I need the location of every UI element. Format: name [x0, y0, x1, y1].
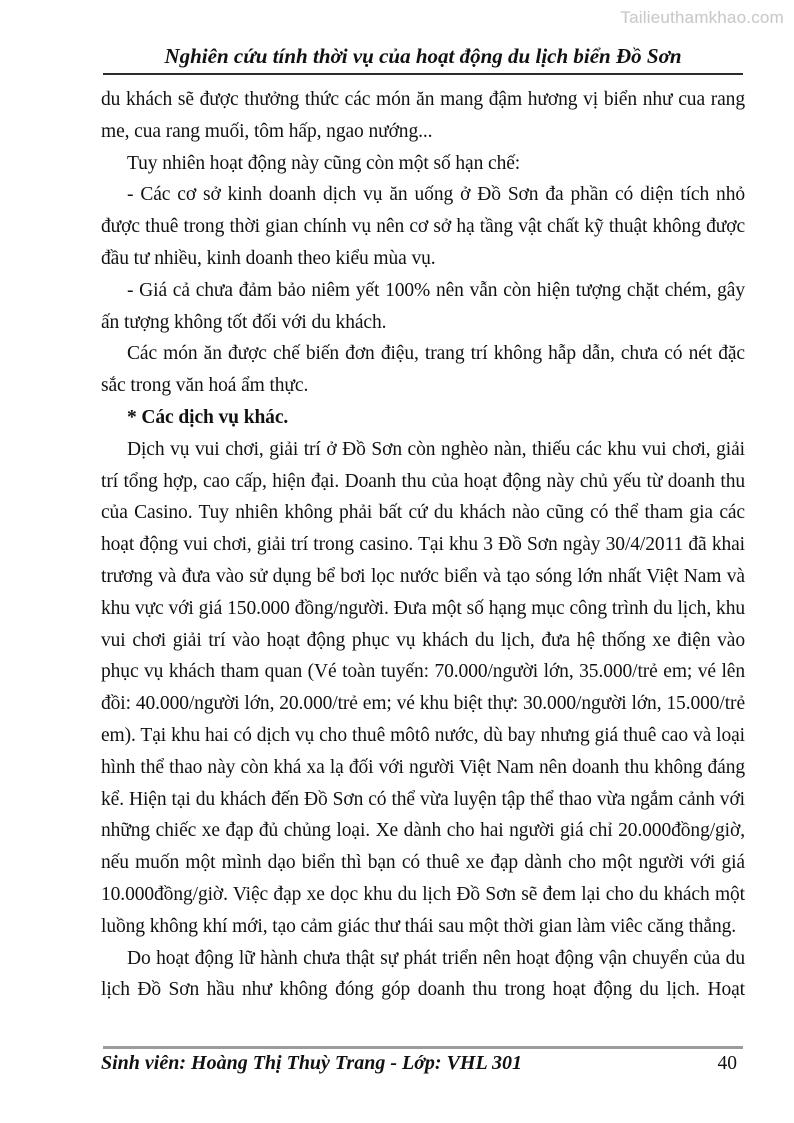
text-line: của Casino. Tuy nhiên không phải bất cứ du khách nào cũng có thể tham gia các	[101, 502, 745, 524]
text-line: luồng không khí mới, tạo cảm giác thư thái sau một thời gian làm viêc căng thẳng.	[101, 915, 737, 937]
page-footer	[101, 1052, 745, 1075]
text-line: ấn tượng không tốt đối với du khách.	[101, 311, 387, 333]
footer-author: Sinh viên: Hoàng Thị Thuỳ Trang - Lớp: VHL 301	[101, 1052, 522, 1074]
text-line: - Các cơ sở kinh doanh dịch vụ ăn uống ở Đồ Sơn đa phần có diện tích nhỏ	[127, 184, 745, 206]
text-line: hoạt động vui chơi, giải trí trong casino. Tại khu 3 Đồ Sơn ngày 30/4/2011 đã khai	[101, 534, 745, 556]
text-line: nếu muốn một mình dạo biển thì bạn có thuê xe đạp dành cho một người với giá	[101, 852, 745, 874]
text-line: kể. Hiện tại du khách đến Đồ Sơn có thể vừa luyện tập thể thao vừa ngắm cảnh với	[101, 788, 745, 810]
text-line: Các món ăn được chế biến đơn điệu, trang trí không hẫp dẫn, chưa có nét đặc	[127, 343, 745, 365]
text-line: 10.000đồng/giờ. Việc đạp xe dọc khu du lịch Đồ Sơn sẽ đem lại cho du khách một	[101, 883, 745, 905]
text-line: trí tổng hợp, cao cấp, hiện đại. Doanh thu của hoạt động này chủ yếu từ doanh thu	[101, 470, 745, 492]
page-header-title: Nghiên cứu tính thời vụ của hoạt động du lịch biển Đồ Sơn	[164, 44, 682, 68]
text-line: khu vực với giá 150.000 đồng/người. Đưa một số hạng mục công trình du lịch, khu	[101, 597, 745, 619]
text-line: em). Tại khu hai có dịch vụ cho thuê môtô nước, dù bay nhưng giá thuê cao và loại	[101, 724, 745, 746]
text-line: những chiếc xe đạp đủ chủng loại. Xe dành cho hai người giá chỉ 20.000đồng/giờ,	[101, 820, 745, 842]
text-line: Do hoạt động lữ hành chưa thật sự phát triển nên hoạt động vận chuyển của du	[127, 947, 745, 969]
page-number: 40	[717, 1053, 737, 1074]
text-line: trương và đưa vào sử dụng bể bơi lọc nước biển và tạo sóng lớn nhất Việt Nam và	[101, 565, 745, 587]
text-line: - Giá cả chưa đảm bảo niêm yết 100% nên vẫn còn hiện tượng chặt chém, gây	[127, 279, 745, 301]
text-line: sắc trong văn hoá ẩm thực.	[101, 375, 309, 397]
text-line: vui chơi giải trí vào hoạt động phục vụ khách du lịch, đưa hệ thống xe điện vào	[101, 629, 745, 651]
text-line: me, cua rang muối, tôm hấp, ngao nướng...	[101, 120, 433, 142]
watermark: Tailieuthamkhao.com	[620, 8, 784, 27]
text-line: phục vụ khách tham quan (Vé toàn tuyến: 70.000/người lớn, 35.000/trẻ em; vé lên	[101, 661, 745, 683]
text-line: * Các dịch vụ khác.	[127, 406, 289, 428]
text-line: lịch Đồ Sơn hầu như không đóng góp doanh thu trong hoạt động du lịch. Hoạt	[101, 979, 745, 1001]
text-line: hình thể thao này còn khá xa lạ đối với người Việt Nam nên doanh thu không đáng	[101, 756, 745, 778]
header-rule	[103, 73, 743, 75]
text-line: Dịch vụ vui chơi, giải trí ở Đồ Sơn còn nghèo nàn, thiếu các khu vui chơi, giải	[127, 438, 745, 460]
text-line: du khách sẽ được thưởng thức các món ăn mang đậm hương vị biển như cua rang	[101, 89, 745, 110]
text-line: đồi: 40.000/người lớn, 20.000/trẻ em; vé khu biệt thự: 30.000/người lớn, 15.000/trẻ	[101, 693, 745, 715]
text-line: được thuê trong thời gian chính vụ nên cơ sở hạ tầng vật chất kỹ thuật không được	[101, 216, 745, 238]
text-line: Tuy nhiên hoạt động này cũng còn một số hạn chế:	[127, 152, 521, 174]
text-line: đầu tư nhiều, kinh doanh theo kiểu mùa vụ.	[101, 247, 436, 269]
document-body	[101, 84, 745, 1006]
footer-rule	[103, 1046, 743, 1049]
